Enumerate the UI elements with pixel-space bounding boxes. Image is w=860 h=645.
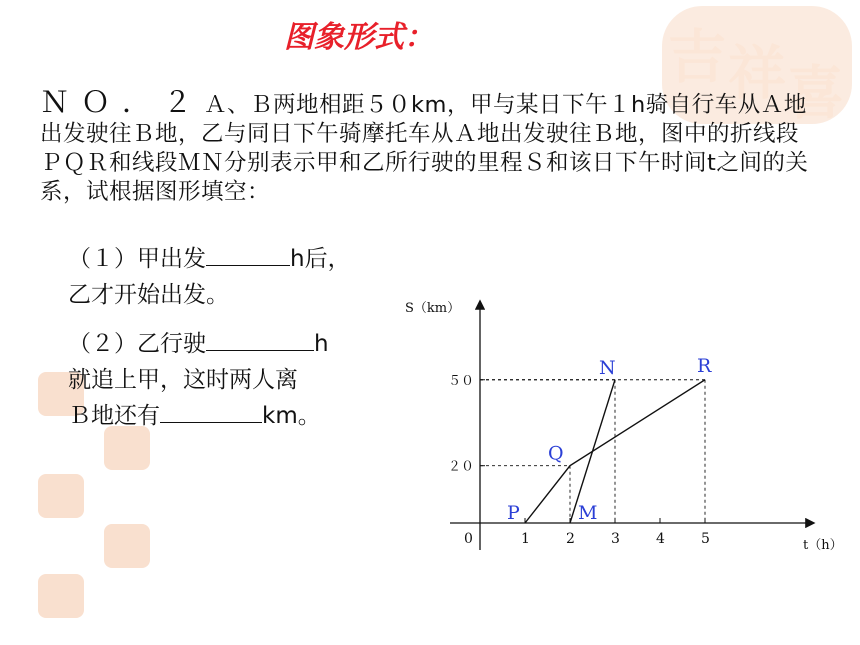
problem-text: Ａ、Ｂ两地相距５０km，甲与某日下午１h骑自行车从Ａ地出发驶往Ｂ地，乙与同日下午骑摩托车从Ａ地出发驶往Ｂ地，图中的折线段ＰＱＲ和线段ＭＮ分别表示甲和乙所行驶的里程Ｓ和该日下午时间t之间的关系，试根据图形填空：: [40, 92, 809, 205]
q1-prefix: （１）甲出发: [68, 246, 206, 272]
q1-line2: 乙才开始出发。: [68, 282, 229, 308]
q1-unit: h后，: [290, 246, 351, 272]
question-1: [68, 241, 398, 313]
point-label-m: M: [578, 502, 598, 524]
q2-unit: h: [314, 331, 329, 357]
x-axis-label: t（h）: [803, 538, 843, 553]
decorative-seal-logo: 吉 祥 喜: [662, 6, 852, 124]
problem-number: ＮＯ．２: [40, 85, 205, 119]
x-tick-label: 2: [566, 531, 575, 547]
point-label-q: Q: [548, 442, 564, 465]
distance-time-chart: [395, 292, 855, 567]
y-tick-label: ５０: [448, 373, 475, 389]
q1-answer-blank[interactable]: [206, 241, 290, 266]
point-label-r: R: [697, 354, 712, 377]
y-tick-label: ２０: [448, 459, 475, 475]
q2-line3-prefix: Ｂ地还有: [68, 403, 160, 429]
question-2: [68, 326, 388, 434]
origin-label: 0: [464, 531, 473, 547]
x-tick-label: 4: [656, 531, 665, 547]
decorative-seal-4: [104, 524, 150, 568]
y-axis-label: S（km）: [405, 301, 461, 316]
slide-title: 图象形式：: [284, 20, 434, 55]
x-tick-label: 1: [521, 531, 530, 547]
x-tick-label: 5: [701, 531, 710, 547]
q2-prefix: （２）乙行驶: [68, 331, 206, 357]
problem-statement: [40, 85, 820, 207]
decorative-seal-3: [38, 474, 84, 518]
decorative-seal-5: [38, 574, 84, 618]
point-label-p: P: [507, 502, 520, 524]
x-tick-label: 3: [611, 531, 620, 547]
point-label-n: N: [599, 356, 616, 379]
q2-line2: 就追上甲，这时两人离: [68, 367, 298, 393]
q2-answer-blank-km[interactable]: [160, 398, 262, 423]
q2-line3-suffix: km。: [262, 403, 321, 429]
q2-answer-blank-hours[interactable]: [206, 326, 314, 351]
